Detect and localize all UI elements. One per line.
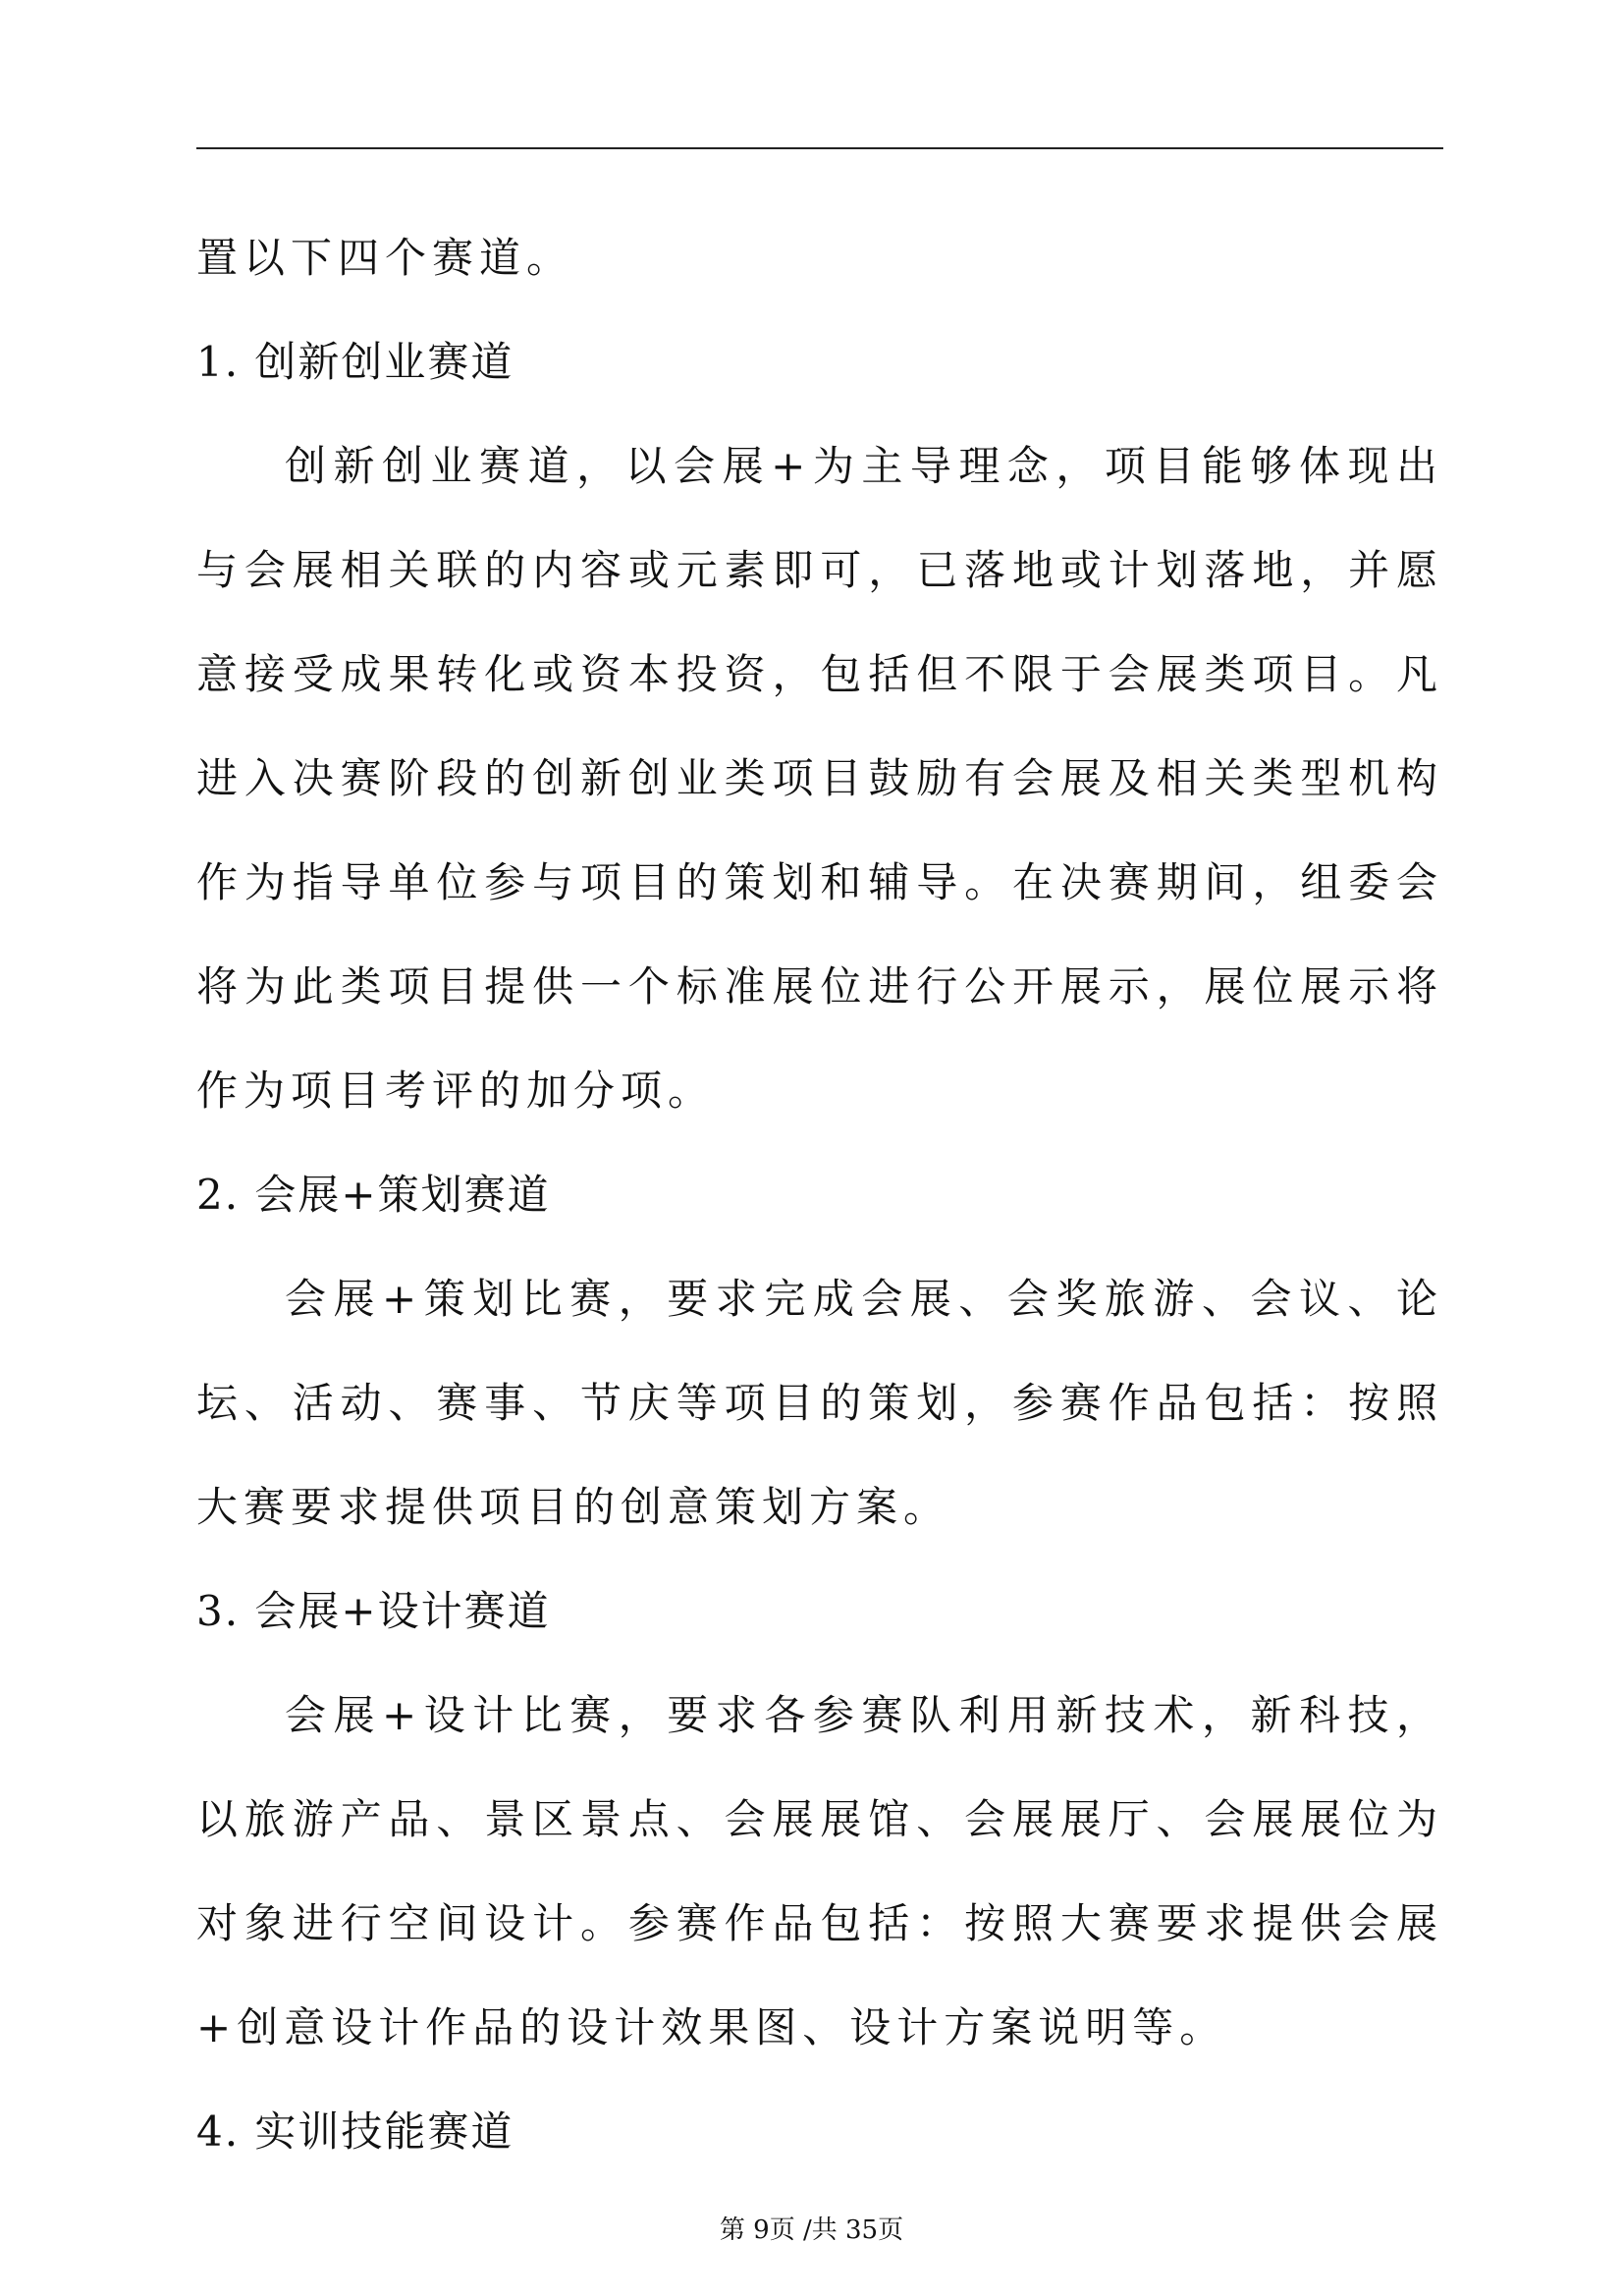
section-body-1: 创新创业赛道，以会展+为主导理念，项目能够体现出与会展相关联的内容或元素即可，已落地或计划落地，并愿意接受成果转化或资本投资，包括但不限于会展类项目。凡进入决赛阶段的创新创业类项目鼓励有会展及相关类型机构作为指导单位参与项目的策划和辅导。在决赛期间，组委会将为此类项目提供一个标准展位进行公开展示，展位展示将作为项目考评的加分项。	[196, 442, 1443, 1115]
section-body-3: 会展+设计比赛，要求各参赛队利用新技术，新科技，以旅游产品、景区景点、会展展馆、会展展厅、会展展位为对象进行空间设计。参赛作品包括：按照大赛要求提供会展+创意设计作品的设计效果图、设计方案说明等。	[196, 1691, 1443, 2051]
section-body-2: 会展+策划比赛，要求完成会展、会奖旅游、会议、论坛、活动、赛事、节庆等项目的策划，参赛作品包括：按照大赛要求提供项目的创意策划方案。	[196, 1275, 1443, 1531]
header-rule	[196, 147, 1443, 149]
intro-fragment: 置以下四个赛道。	[196, 234, 574, 282]
section-heading-3: 3. 会展+设计赛道	[196, 1587, 551, 1635]
section-heading-1: 1. 创新创业赛道	[196, 338, 514, 386]
section-heading-2: 2. 会展+策划赛道	[196, 1171, 551, 1219]
document-body	[196, 206, 1443, 2184]
page-number: 第 9页 /共 35页	[719, 2215, 904, 2245]
section-heading-4: 4. 实训技能赛道	[196, 2107, 514, 2156]
